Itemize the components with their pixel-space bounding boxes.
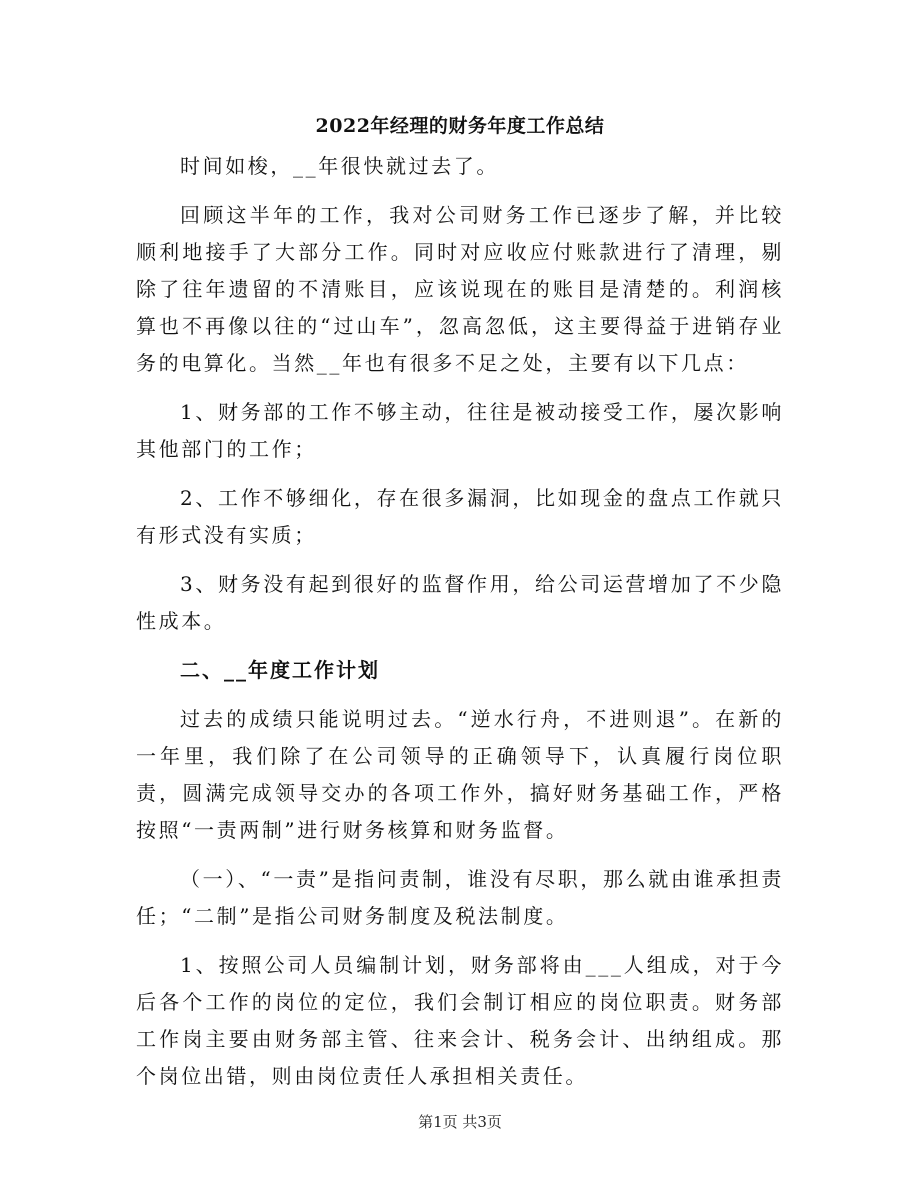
paragraph-plan: 过去的成绩只能说明过去。“逆水行舟，不进则退”。在新的一年里，我们除了在公司领导的正确领导下，认真履行岗位职责，圆满完成领导交办的各项工作外，搞好财务基础工作，严格按照“一责两制”进行财务核算和财务监督。 [136,707,784,842]
section-heading: 二、__年度工作计划 [180,658,380,682]
paragraph-point-2: 2、工作不够细化，存在很多漏洞，比如现金的盘点工作就只有形式没有实质； [136,486,784,547]
document-body [136,148,784,1107]
document-title: 2022年经理的财务年度工作总结 [315,115,605,137]
paragraph-review: 回顾这半年的工作，我对公司财务工作已逐步了解，并比较顺利地接手了大部分工作。同时对应收应付账款进行了清理，剔除了往年遗留的不清账目，应该说现在的账目是清楚的。利润核算也不再像以往的“过山车”，忽高忽低，这主要得益于进销存业务的电算化。当然__年也有很多不足之处，主要有以下几点： [136,203,784,375]
page-number: 第1页 共3页 [418,1113,502,1131]
paragraph-point-1: 1、财务部的工作不够主动，往往是被动接受工作，屡次影响其他部门的工作； [136,400,784,461]
paragraph-staffing: 1、按照公司人员编制计划，财务部将由___人组成，对于今后各个工作的岗位的定位，我们会制订相应的岗位职责。财务部工作岗主要由财务部主管、往来会计、税务会计、出纳组成。那个岗位出错，则由岗位责任人承担相关责任。 [136,953,784,1088]
paragraph-intro: 时间如梭，__年很快就过去了。 [180,154,499,178]
paragraph-point-3: 3、财务没有起到很好的监督作用，给公司运营增加了不少隐性成本。 [136,572,784,633]
paragraph-responsibility: （一）、“一责”是指问责制，谁没有尽职，那么就由谁承担责任；“二制”是指公司财务制度及税法制度。 [136,867,784,928]
